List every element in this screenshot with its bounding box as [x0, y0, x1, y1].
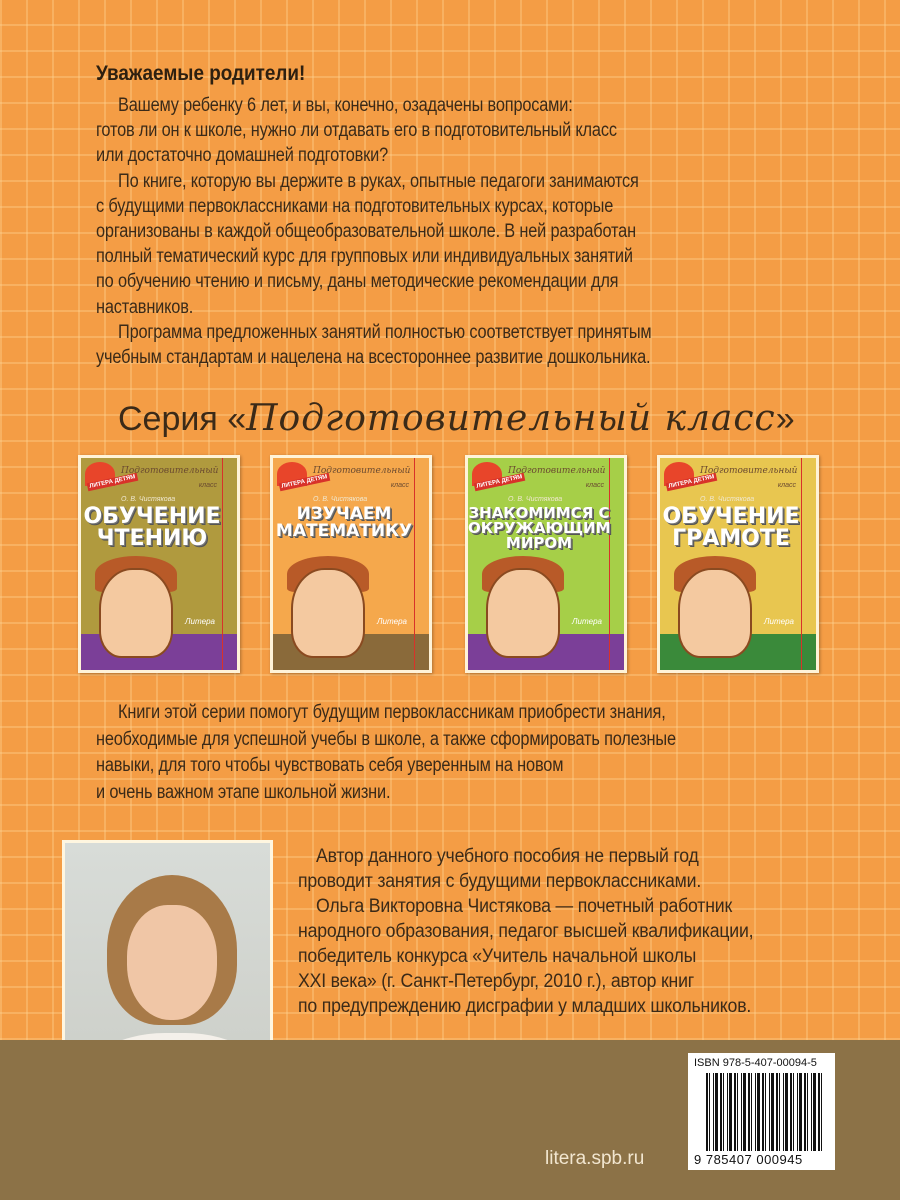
text-line: по предупреждению дисграфии у младших школьников. [298, 996, 752, 1017]
book-cover [657, 455, 819, 673]
book-author: О. В. Чистякова [700, 496, 755, 503]
isbn: ISBN 978-5-407-00094-5 [694, 1057, 817, 1069]
book-series: Подготовительный [700, 466, 798, 476]
barcode-number: 9 785407 000945 [694, 1152, 803, 1167]
text-line: навыки, для того чтобы чувствовать себя уверенным на новом [96, 755, 564, 776]
book-class: класс [777, 482, 796, 489]
book-author: О. В. Чистякова [121, 496, 176, 503]
book-publisher: Литера [764, 617, 794, 626]
character-face [486, 568, 560, 658]
text-line: XXI века» (г. Санкт-Петербург, 2010 г.), автор книг [298, 971, 695, 992]
text-line: учебным стандартам и нацелена на всестороннее развитие дошкольника. [96, 347, 651, 368]
book-class: класс [390, 482, 409, 489]
book-series: Подготовительный [121, 466, 219, 476]
book-title: ОБУЧЕНИЕ ЧТЕНИЮ [83, 504, 221, 551]
book-cover [465, 455, 627, 673]
book-title: ИЗУЧАЕМ МАТЕМАТИКУ [275, 504, 413, 541]
series-name: Подготовительный класс [246, 398, 776, 439]
text-line: Автор данного учебного пособия не первый год [316, 846, 699, 867]
book-publisher: Литера [185, 617, 215, 626]
publisher-logo: ЛИТЕРА ДЕТЯМ [666, 473, 717, 491]
text-line: победитель конкурса «Учитель начальной школы [298, 946, 697, 967]
text-line: готов ли он к школе, нужно ли отдавать его в подготовительный класс [96, 120, 617, 142]
text-line: организованы в каждой общеобразовательной школе. В ней разработан [96, 221, 636, 242]
text-line: По книге, которую вы держите в руках, опытные педагоги занимаются [118, 170, 639, 192]
barcode [688, 1053, 835, 1170]
book-cover [270, 455, 432, 673]
barcode-bars [706, 1073, 824, 1151]
book-cover [78, 455, 240, 673]
character-face [678, 568, 752, 658]
publisher-logo: ЛИТЕРА ДЕТЯМ [474, 473, 525, 491]
book-class: класс [585, 482, 604, 489]
book-class: класс [198, 482, 217, 489]
text-line: и очень важном этапе школьной жизни. [96, 781, 391, 803]
text-line: Ольга Викторовна Чистякова — почетный работник [316, 896, 733, 917]
text-line: Программа предложенных занятий полностью соответствует принятым [118, 321, 652, 343]
character-face [99, 568, 173, 658]
series-title [118, 398, 795, 439]
book-title: ЗНАКОМИМСЯ С ОКРУЖАЮЩИМ МИРОМ [468, 504, 611, 552]
intro-heading: Уважаемые родители! [96, 62, 306, 85]
series-prefix: Серия « [118, 400, 247, 438]
text-line: полный тематический курс для групповых или индивидуальных занятий [96, 246, 633, 268]
character-face [291, 568, 365, 658]
text-line: Вашему ребенку 6 лет, и вы, конечно, озадачены вопросами: [118, 95, 573, 116]
book-author: О. В. Чистякова [313, 496, 368, 503]
book-publisher: Литера [377, 617, 407, 626]
book-series: Подготовительный [313, 466, 411, 476]
text-line: необходимые для успешной учебы в школе, а также сформировать полезные [96, 728, 676, 750]
text-line: или достаточно домашней подготовки? [96, 145, 389, 167]
book-publisher: Литера [572, 617, 602, 626]
book-title: ОБУЧЕНИЕ ГРАМОТЕ [662, 504, 800, 551]
publisher-logo: ЛИТЕРА ДЕТЯМ [87, 473, 138, 491]
book-series: Подготовительный [508, 466, 606, 476]
text-line: Книги этой серии помогут будущим первоклассникам приобрести знания, [118, 702, 666, 723]
publisher-logo: ЛИТЕРА ДЕТЯМ [279, 473, 330, 491]
text-line: проводит занятия с будущими первоклассниками. [298, 871, 702, 892]
series-suffix: » [775, 400, 795, 438]
website: litera.spb.ru [545, 1148, 645, 1169]
text-line: с будущими первоклассниками на подготовительных курсах, которые [96, 195, 614, 217]
text-line: по обучению чтению и письму, даны методические рекомендации для [96, 271, 619, 293]
text-line: народного образования, педагог высшей квалификации, [298, 921, 754, 942]
book-author: О. В. Чистякова [508, 496, 563, 503]
text-line: наставников. [96, 296, 194, 318]
